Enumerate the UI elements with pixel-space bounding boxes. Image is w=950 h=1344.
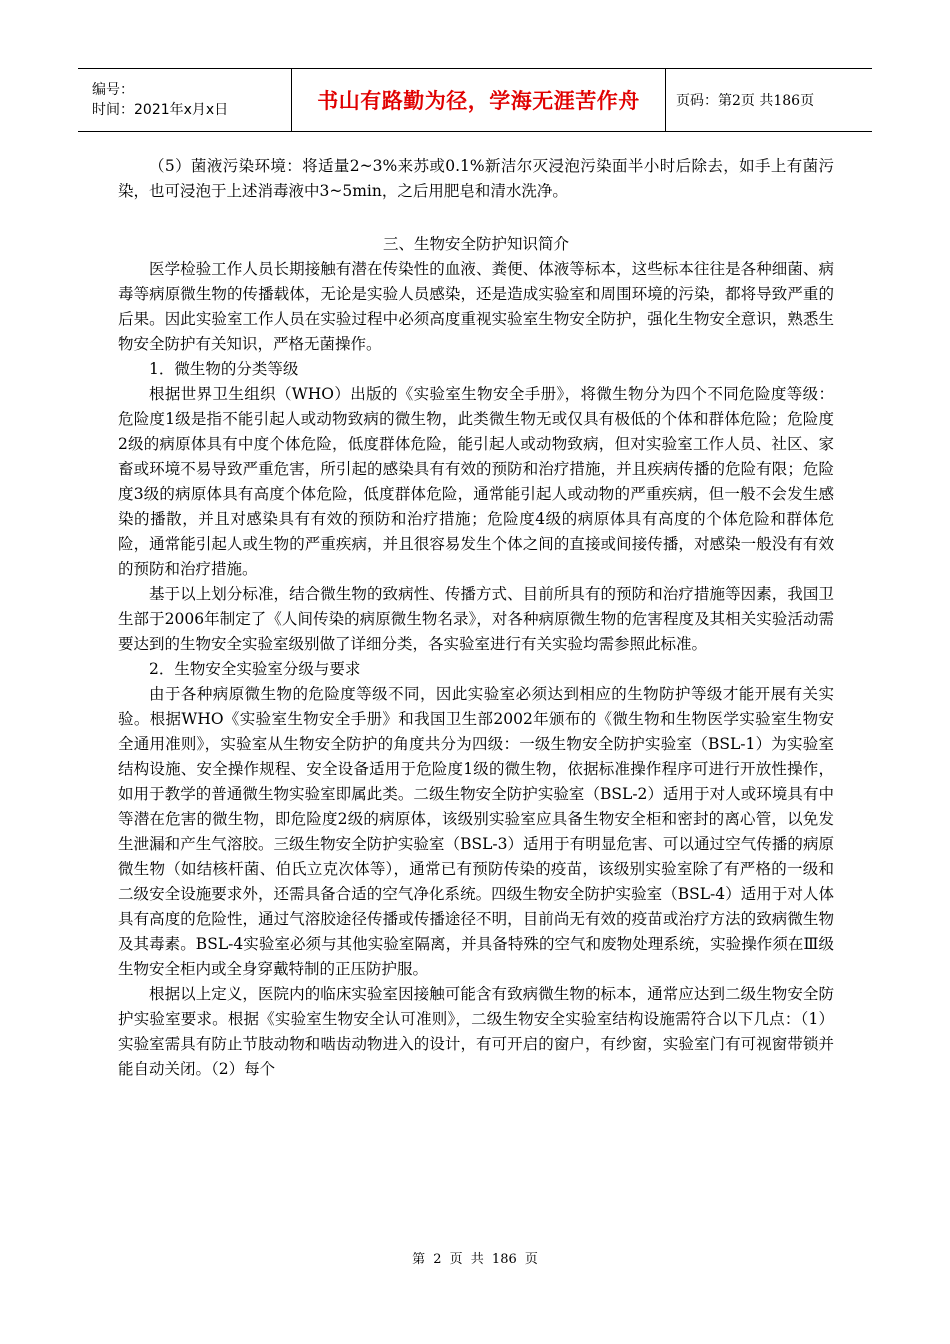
document-number: 编号： — [92, 82, 134, 98]
paragraph-disinfection: （5）菌液污染环境：将适量2~3%来苏或0.1%新洁尔灭浸泡污染面半小时后除去，如手上有菌污染，也可浸泡于上述消毒液中3~5min，之后用肥皂和清水洗净。 — [118, 157, 834, 200]
section-heading: 三、生物安全防护知识简介 — [382, 235, 569, 253]
document-body — [118, 154, 834, 1082]
paragraph-clinical-lab: 根据以上定义，医院内的临床实验室因接触可能含有致病微生物的标本，通常应达到二级生物安全防护实验室要求。根据《实验室生物安全认可准则》，二级生物安全实验室结构设施需符合以下几点：（1）实验室需具有防止节肢动物和啮齿动物进入的设计，有可开启的窗户，有纱窗，实验室门有可视窗带锁并能自动关闭。（2）每个 — [118, 985, 834, 1078]
paragraph-intro: 医学检验工作人员长期接触有潜在传染性的血液、粪便、体液等标本，这些标本往往是各种细菌、病毒等病原微生物的传播载体，无论是实验人员感染，还是造成实验室和周围环境的污染，都将导致严重的后果。因此实验室工作人员在实验过程中必须高度重视实验室生物安全防护，强化生物安全意识，熟悉生物安全防护有关知识，严格无菌操作。 — [118, 260, 834, 353]
header-motto: 书山有路勤为径，学海无涯苦作舟 — [317, 89, 640, 113]
subheading-classification: 1．微生物的分类等级 — [149, 360, 299, 378]
document-time: 时间：2021年x月x日 — [92, 102, 229, 118]
header-motto-cell — [292, 69, 666, 131]
paragraph-risk-levels: 根据世界卫生组织（WHO）出版的《实验室生物安全手册》，将微生物分为四个不同危险度等级：危险度1级是指不能引起人或动物致病的微生物，此类微生物无或仅具有极低的个体和群体危险；危险度2级的病原体具有中度个体危险，低度群体危险，能引起人或动物致病，但对实验室工作人员、社区、家畜或环境不易导致严重危害，所引起的感染具有有效的预防和治疗措施，并且疾病传播的危险有限；危险度3级的病原体具有高度个体危险，低度群体危险，通常能引起人或动物的严重疾病，但一般不会发生感染的播散，并且对感染具有有效的预防和治疗措施；危险度4级的病原体具有高度的个体危险和群体危险，通常能引起人或生物的严重疾病，并且很容易发生个体之间的直接或间接传播，对感染一般没有有效的预防和治疗措施。 — [118, 385, 834, 578]
paragraph-standard: 基于以上划分标准，结合微生物的致病性、传播方式、目前所具有的预防和治疗措施等因素，我国卫生部于2006年制定了《人间传染的病原微生物名录》，对各种病原微生物的危害程度及其相关实验活动需要达到的生物安全实验室级别做了详细分类，各实验室进行有关实验均需参照此标准。 — [118, 585, 834, 653]
page-header — [78, 68, 872, 132]
header-meta — [78, 69, 292, 131]
page-info-text: 页码：第2页 共186页 — [676, 93, 815, 109]
paragraph-bsl-levels: 由于各种病原微生物的危险度等级不同，因此实验室必须达到相应的生物防护等级才能开展有关实验。根据WHO《实验室生物安全手册》和我国卫生部2002年颁布的《微生物和生物医学实验室生物安全通用准则》，实验室从生物安全防护的角度共分为四级：一级生物安全防护实验室（BSL-1）为实验室结构设施、安全操作规程、安全设备适用于危险度1级的微生物，依据标准操作程序可进行开放性操作，如用于教学的普通微生物实验室即属此类。二级生物安全防护实验室（BSL-2）适用于对人或环境具有中等潜在危害的微生物，即危险度2级的病原体，该级别实验室应具备生物安全柜和密封的离心管，以免发生泄漏和产生气溶胶。三级生物安全防护实验室（BSL-3）适用于有明显危害、可以通过空气传播的病原微生物（如结核杆菌、伯氏立克次体等），通常已有预防传染的疫苗，该级别实验室除了有严格的一级和二级安全设施要求外，还需具备合适的空气净化系统。四级生物安全防护实验室（BSL-4）适用于对人体具有高度的危险性，通过气溶胶途径传播或传播途径不明，目前尚无有效的疫苗或治疗方法的致病微生物及其毒素。BSL-4实验室必须与其他实验室隔离，并具备特殊的空气和废物处理系统，实验操作须在Ⅲ级生物安全柜内或全身穿戴特制的正压防护服。 — [118, 685, 834, 978]
header-page-info — [666, 69, 872, 131]
page-footer: 第 2 页 共 186 页 — [412, 1252, 538, 1267]
subheading-lab-levels: 2．生物安全实验室分级与要求 — [149, 660, 361, 678]
